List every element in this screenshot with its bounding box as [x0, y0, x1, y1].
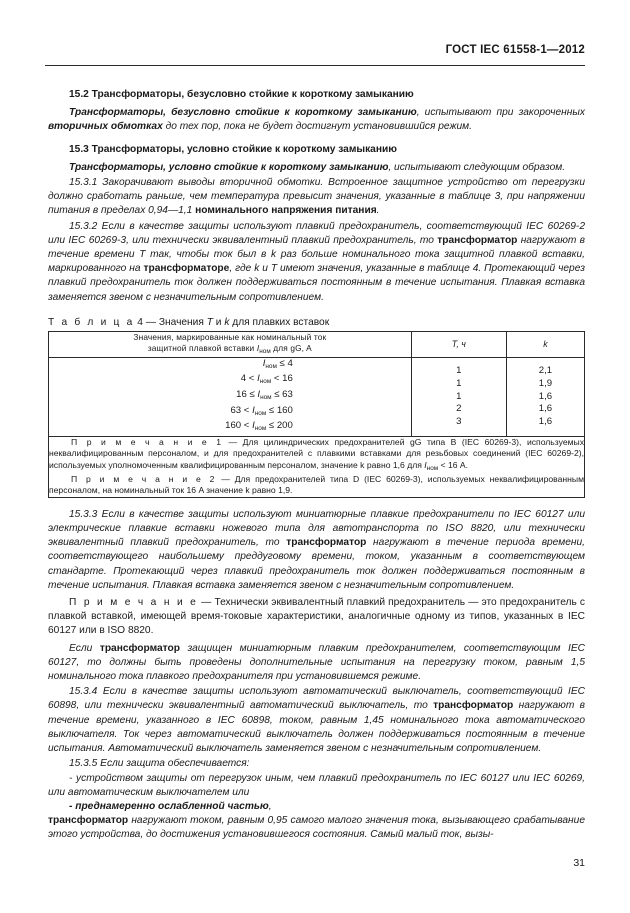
text-run: 15.3.4 Если в качестве защиты используют автоматический выключатель, соответствующий IEC 60898, или технически эквивалентный автоматический выключатель, то [48, 686, 585, 712]
emphasis-transformers-short-circuit-proof: Трансформаторы, безусловно стойкие к короткому замыканию [69, 107, 417, 119]
table-header-cell-rating [49, 331, 412, 357]
table-notes-row [49, 436, 585, 497]
clause-15-3-1-paragraph [48, 176, 585, 219]
page-number: 31 [573, 857, 585, 869]
table-cell-time-values [411, 357, 506, 436]
clause-15-3-5-item-1: - устройством защиты от перегрузок иным, чем плавкий предохранитель по IEC 60127 или IEC 60269, или автоматическим выключателем или [48, 772, 585, 798]
note-1-variable-i: I [424, 459, 427, 470]
table-note-1 [49, 437, 584, 474]
text-run: защищен миниатюрным плавким предохранителем, соответствующим IEC 60127, то должны быть проведены дополнительные испытания на перегрузку током, равным 1,5 номинального тока плавкого предохранителя при установившемся режиме. [48, 642, 585, 683]
table-caption [48, 317, 585, 328]
emphasis-transformer-5: трансформатор [433, 700, 514, 712]
table-data-row-group [49, 357, 585, 436]
header-col2-label: T, ч [451, 339, 466, 350]
clause-15-2-paragraph [48, 106, 585, 134]
emphasis-secondary-windings: вторичных обмотках [48, 121, 163, 133]
page-body [48, 80, 585, 844]
range-expression: $4 < I_{ном} < 16$ [240, 373, 293, 386]
clause-15-3-3-note [48, 596, 585, 639]
header-line-2b: для gG, A [273, 342, 312, 353]
text-run: , [268, 800, 272, 812]
emphasis-transformer-1: трансформатор [437, 234, 518, 246]
table-caption-text-a: Значения [158, 316, 204, 328]
clause-15-3-4-paragraph [48, 685, 585, 756]
time-value: 1 [456, 390, 462, 402]
clause-heading-15-3: 15.3 Трансформаторы, условно стойкие к короткому замыканию [69, 143, 397, 155]
table-cell-ranges [49, 357, 412, 436]
text-run: , где k и Т имеют значения, указанные в таблице 4. Протекающий через плавкий предохранитель ток должен поддерживаться постоянным в течение испытания. Плавкая вставка заменяется звеном с незначительным сопротивлением. [48, 263, 585, 303]
table-caption-variable-t: T [206, 316, 213, 328]
k-value: 1,9 [538, 377, 553, 389]
emphasis-transformer-4: трансформатор [99, 642, 180, 654]
emphasis-weak-part: - преднамеренно ослабленной частью [69, 800, 269, 812]
clause-15-3-5-tail [48, 814, 585, 842]
text-run: Если [69, 642, 100, 654]
text-run: до тех пор, пока не будет достигнут установившийся режим. [162, 121, 472, 133]
range-expression: $160 < I_{ном} \le 200$ [225, 420, 293, 433]
text-run: , испытывают при закороченных [416, 107, 585, 119]
note-label: П р и м е ч а н и е [69, 597, 199, 609]
header-rule [45, 65, 585, 66]
note-1-label: П р и м е ч а н и е 1 [71, 436, 223, 447]
table-caption-label: Т а б л и ц а [48, 316, 135, 328]
time-value: 1 [456, 377, 462, 389]
table-note-2 [49, 474, 584, 497]
clause-15-3-5-item-2 [48, 800, 585, 814]
note-1-subscript-nom: ном [426, 464, 439, 472]
time-list [412, 365, 506, 428]
time-value: 3 [456, 415, 462, 427]
range-list [49, 358, 411, 436]
emphasis-transformers-conditionally-proof: Трансформаторы, условно стойкие к короткому замыканию [69, 161, 389, 173]
table-caption-number: 4 [137, 316, 143, 328]
clause-15-3-2-paragraph [48, 220, 585, 305]
table-caption-dash: — [145, 316, 156, 328]
clause-15-3-5-paragraph: 15.3.5 Если защита обеспечивается: [69, 758, 250, 770]
k-list [507, 365, 584, 428]
header-subscript-nom: ном [259, 347, 271, 355]
range-expression: $16 \le I_{ном} \le 63$ [236, 389, 293, 402]
note-2-text: — Для предохранителей типа D (IEC 60269-3), используемых неквалифицированным персоналом, на номинальный ток 16 A значение k равно 1,9. [49, 474, 584, 496]
note-text: — Технически эквивалентный плавкий предохранитель — это предохранитель с плавкой вставкой, имеющей время-токовые характеристики, аналогичные одному из типов, указанных в IEC 60127 или в ISO 8820. [48, 597, 585, 637]
text-run: . [376, 205, 380, 217]
k-value: 1,6 [538, 403, 553, 415]
text-run: нагружают в течение периода времени, соответствующего наибольшему преддуговому времени, током, указанным в соответствующем стандарте. Протекающий через плавкий предохранитель ток должен поддерживаться постоянным в течение испытания. Плавкая вставка заменяется звеном с незначительным сопротивлением. [48, 537, 585, 591]
table-header-cell-time [411, 331, 506, 357]
clause-15-3-3-paragraph [48, 508, 585, 593]
note-1-text-a: — Для цилиндрических предохранителей gG типа B (IEC 60269-3), используемых неквалифицированным персоналом, и для предохранителей с плавкими вставками для резьбовых соединений (IEC 60269-2), используемых уполномоченным квалифицированным персоналом, значение k равно 1,6 для [49, 436, 584, 470]
k-value: 2,1 [538, 365, 553, 377]
clause-15-3-paragraph [48, 161, 585, 175]
emphasis-transformer-3: трансформатор [286, 537, 367, 549]
header-line-1: Значения, маркированные как номинальный ток [133, 331, 327, 342]
emphasis-transformer-2: трансформаторе [143, 263, 230, 275]
header-col3-label: k [543, 339, 548, 350]
text-run: нагружают в течение времени Т так, чтобы ток был в k раз больше номинального тока защитной плавкой вставки, маркированного на [48, 234, 585, 275]
note-1-text-b: < 16 A. [438, 459, 469, 470]
clause-15-3-3-paragraph-2 [48, 642, 585, 685]
text-run: нагружают током, равным 0,95 самого малого значения тока, вызывающего срабатывание этого устройства, до достижения установившегося состояния. Самый малый ток, вызы- [48, 815, 585, 841]
table-4 [48, 331, 585, 498]
text-run: нагружают в течение времени, указанного в IEC 60898, током, равным 1,45 номинального тока автоматического выключателя. Ток через автоматический выключатель должен поддерживаться постоянным в течение испытания. Автоматический выключатель заменяется звеном с незначительным сопротивлением. [48, 700, 586, 755]
table-cell-k-values [506, 357, 584, 436]
table-header-cell-k [506, 331, 584, 357]
time-value: 1 [456, 365, 462, 377]
text-run: , испытывают следующим образом. [388, 161, 566, 173]
emphasis-transformer-6: трансформатор [48, 815, 129, 827]
table-notes-cell [49, 436, 585, 497]
table-header-row [49, 331, 585, 357]
emphasis-rated-supply-voltage: номинального напряжения питания [195, 205, 377, 217]
running-header: ГОСТ IEC 61558-1—2012 [445, 44, 585, 56]
text-run: 15.3.3 Если в качестве защиты используют миниатюрные плавкие предохранители по IEC 60127 или электрические плавкие вставки ножевого типа для автотранспорта по ISO 8820, или технически эквивалентный плавкий предохранитель, то [48, 508, 585, 549]
text-run: 15.3.1 Закорачивают выводы вторичной обмотки. Встроенное защитное устройство от перегрузки должно сработать раньше, чем температура превысит значения, указанные в таблице 3, при напряжении питания в пределах 0,94—1,1 [48, 177, 585, 217]
text-run: 15.3.2 Если в качестве защиты используют плавкий предохранитель, соответствующий IEC 60269-2 или IEC 60269-3, или технически эквивалентный плавкий предохранитель, то [48, 220, 585, 246]
k-value: 1,6 [538, 415, 553, 427]
table-caption-variable-k: k [224, 316, 230, 328]
clause-heading-15-2: 15.2 Трансформаторы, безусловно стойкие к короткому замыканию [69, 89, 414, 100]
header-line-2a: защитной плавкой вставки [147, 342, 255, 353]
table-caption-text-b: для плавких вставок [232, 316, 330, 328]
k-value: 1,6 [538, 390, 553, 402]
note-2-label: П р и м е ч а н и е 2 [71, 474, 217, 485]
range-expression: $63 < I_{ном} \le 160$ [230, 404, 293, 417]
table-caption-conjunction: и [215, 316, 222, 328]
time-value: 2 [456, 403, 462, 415]
header-variable-i: I [256, 342, 260, 353]
range-expression: $I_{ном} \le 4$ [262, 357, 293, 370]
